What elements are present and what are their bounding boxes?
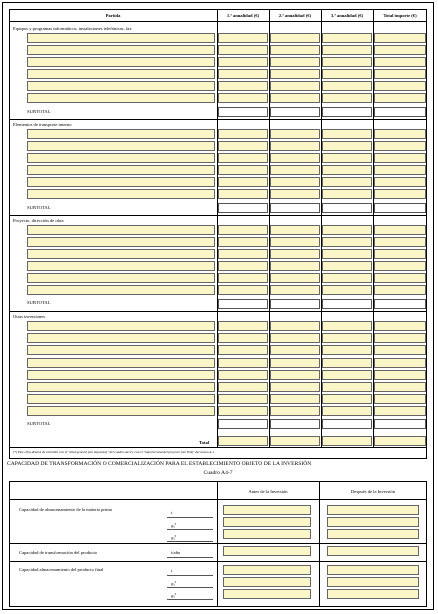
subtotal-field[interactable] bbox=[270, 203, 320, 213]
subtotal-field[interactable] bbox=[270, 419, 320, 429]
amount-field[interactable] bbox=[322, 406, 372, 416]
amount-field[interactable] bbox=[374, 406, 426, 416]
section-title: Otras inversiones bbox=[13, 314, 46, 319]
amount-field[interactable] bbox=[270, 57, 320, 67]
item-description-field[interactable] bbox=[27, 93, 215, 103]
item-description-field[interactable] bbox=[27, 321, 215, 331]
item-description-field[interactable] bbox=[27, 237, 215, 247]
item-description-field[interactable] bbox=[27, 333, 215, 343]
subtotal-field[interactable] bbox=[322, 299, 372, 309]
subtotal-field[interactable] bbox=[270, 299, 320, 309]
amount-field[interactable] bbox=[322, 177, 372, 187]
unit-label: $m^3$ bbox=[171, 592, 177, 599]
capacity-after-field[interactable] bbox=[327, 505, 419, 515]
unit-label: t bbox=[171, 568, 173, 573]
amount-field[interactable] bbox=[374, 333, 426, 343]
amount-field[interactable] bbox=[374, 225, 426, 235]
form-page bbox=[2, 2, 434, 610]
total-field[interactable] bbox=[270, 436, 320, 446]
col-header-year3: 3.ª anualidad (€) bbox=[330, 13, 364, 18]
amount-field[interactable] bbox=[270, 165, 320, 175]
amount-field[interactable] bbox=[374, 189, 426, 199]
amount-field[interactable] bbox=[322, 249, 372, 259]
unit-label: $m^3$ bbox=[171, 522, 177, 529]
amount-field[interactable] bbox=[270, 273, 320, 283]
item-description-field[interactable] bbox=[27, 394, 215, 404]
amount-field[interactable] bbox=[374, 141, 426, 151]
item-description-field[interactable] bbox=[27, 129, 215, 139]
subtotal-field[interactable] bbox=[374, 203, 426, 213]
item-description-field[interactable] bbox=[27, 273, 215, 283]
subtotal-label: SUBTOTAL bbox=[27, 109, 51, 114]
amount-field[interactable] bbox=[218, 45, 268, 55]
amount-field[interactable] bbox=[322, 165, 372, 175]
item-description-field[interactable] bbox=[27, 165, 215, 175]
subtotal-field[interactable] bbox=[218, 203, 268, 213]
subtotal-field[interactable] bbox=[374, 299, 426, 309]
amount-field[interactable] bbox=[374, 153, 426, 163]
amount-field[interactable] bbox=[322, 93, 372, 103]
col-header-year1: 1.ª anualidad (€) bbox=[226, 13, 260, 18]
amount-field[interactable] bbox=[322, 333, 372, 343]
amount-field[interactable] bbox=[374, 249, 426, 259]
subtotal-field[interactable] bbox=[218, 299, 268, 309]
capacity-table bbox=[9, 481, 427, 607]
amount-field[interactable] bbox=[374, 394, 426, 404]
subtotal-label: SUBTOTAL bbox=[27, 421, 51, 426]
subtotal-field[interactable] bbox=[374, 419, 426, 429]
amount-field[interactable] bbox=[270, 177, 320, 187]
subtotal-label: SUBTOTAL bbox=[27, 300, 51, 305]
item-description-field[interactable] bbox=[27, 370, 215, 380]
footnote: (*) Este cifra deberá de coincidir con el "total general (sin impuesto)" del cuadro A4-9 y con el "importe total del proyecto (sin IVA)" del anexo A-1 bbox=[13, 450, 215, 454]
amount-field[interactable] bbox=[270, 249, 320, 259]
amount-field[interactable] bbox=[322, 81, 372, 91]
amount-field[interactable] bbox=[322, 57, 372, 67]
amount-field[interactable] bbox=[322, 45, 372, 55]
capacity-after-field[interactable] bbox=[327, 589, 419, 599]
row-label: Capacidad de transformación del producto bbox=[19, 550, 98, 555]
capacity-before-field[interactable] bbox=[223, 505, 311, 515]
amount-field[interactable] bbox=[218, 273, 268, 283]
amount-field[interactable] bbox=[322, 237, 372, 247]
amount-field[interactable] bbox=[218, 406, 268, 416]
capacity-after-field[interactable] bbox=[327, 517, 419, 527]
amount-field[interactable] bbox=[218, 189, 268, 199]
col-header-year2: 2.ª anualidad (€) bbox=[278, 13, 312, 18]
total-label: Total bbox=[199, 440, 210, 445]
total-field[interactable] bbox=[322, 436, 372, 446]
amount-field[interactable] bbox=[270, 129, 320, 139]
amount-field[interactable] bbox=[218, 370, 268, 380]
row-label: Capacidad de almacenamiento de la materia prima bbox=[19, 507, 112, 512]
amount-field[interactable] bbox=[218, 57, 268, 67]
amount-field[interactable] bbox=[218, 261, 268, 271]
amount-field[interactable] bbox=[270, 141, 320, 151]
subtotal-field[interactable] bbox=[322, 419, 372, 429]
amount-field[interactable] bbox=[374, 129, 426, 139]
amount-field[interactable] bbox=[270, 225, 320, 235]
amount-field[interactable] bbox=[322, 33, 372, 43]
amount-field[interactable] bbox=[374, 57, 426, 67]
amount-field[interactable] bbox=[218, 321, 268, 331]
total-field[interactable] bbox=[374, 436, 426, 446]
amount-field[interactable] bbox=[374, 358, 426, 368]
col-header-total: Total importe (€) bbox=[383, 13, 417, 18]
subtotal-field[interactable] bbox=[218, 107, 268, 117]
capacity-after-field[interactable] bbox=[327, 529, 419, 539]
amount-field[interactable] bbox=[322, 261, 372, 271]
item-description-field[interactable] bbox=[27, 249, 215, 259]
col-header-before: Antes de la Inversión bbox=[248, 489, 288, 494]
item-description-field[interactable] bbox=[27, 406, 215, 416]
item-description-field[interactable] bbox=[27, 57, 215, 67]
amount-field[interactable] bbox=[218, 225, 268, 235]
amount-field[interactable] bbox=[374, 285, 426, 295]
amount-field[interactable] bbox=[322, 358, 372, 368]
amount-field[interactable] bbox=[322, 285, 372, 295]
amount-field[interactable] bbox=[270, 189, 320, 199]
amount-field[interactable] bbox=[218, 33, 268, 43]
amount-field[interactable] bbox=[374, 81, 426, 91]
amount-field[interactable] bbox=[270, 370, 320, 380]
amount-field[interactable] bbox=[374, 321, 426, 331]
amount-field[interactable] bbox=[270, 153, 320, 163]
section-title: Equipos y programas informáticos, instalaciones telefónicas, fax bbox=[13, 26, 132, 31]
amount-field[interactable] bbox=[374, 382, 426, 392]
amount-field[interactable] bbox=[218, 153, 268, 163]
capacity-before-field[interactable] bbox=[223, 565, 311, 575]
subtotal-field[interactable] bbox=[374, 107, 426, 117]
amount-field[interactable] bbox=[218, 93, 268, 103]
section-title: Elementos de transporte interno bbox=[13, 122, 72, 127]
amount-field[interactable] bbox=[218, 345, 268, 355]
section-title: Proyecto, dirección de obra bbox=[13, 218, 64, 223]
amount-field[interactable] bbox=[218, 285, 268, 295]
item-description-field[interactable] bbox=[27, 33, 215, 43]
total-field[interactable] bbox=[218, 436, 268, 446]
amount-field[interactable] bbox=[322, 273, 372, 283]
amount-field[interactable] bbox=[218, 237, 268, 247]
col-header-partida: Partida bbox=[105, 13, 121, 18]
amount-field[interactable] bbox=[218, 129, 268, 139]
amount-field[interactable] bbox=[270, 81, 320, 91]
item-description-field[interactable] bbox=[27, 141, 215, 151]
amount-field[interactable] bbox=[218, 141, 268, 151]
subtotal-field[interactable] bbox=[322, 107, 372, 117]
amount-field[interactable] bbox=[374, 165, 426, 175]
amount-field[interactable] bbox=[374, 177, 426, 187]
item-description-field[interactable] bbox=[27, 345, 215, 355]
amount-field[interactable] bbox=[270, 69, 320, 79]
item-description-field[interactable] bbox=[27, 81, 215, 91]
amount-field[interactable] bbox=[218, 69, 268, 79]
amount-field[interactable] bbox=[270, 382, 320, 392]
item-description-field[interactable] bbox=[27, 382, 215, 392]
unit-label: $m^3$ bbox=[171, 580, 177, 587]
item-description-field[interactable] bbox=[27, 177, 215, 187]
amount-field[interactable] bbox=[270, 345, 320, 355]
amount-field[interactable] bbox=[322, 345, 372, 355]
unit-label: t bbox=[171, 510, 173, 515]
investment-table bbox=[9, 9, 427, 459]
unit-label: $m^3$ bbox=[171, 534, 177, 541]
capacity-before-field[interactable] bbox=[223, 589, 311, 599]
capacity-before-field[interactable] bbox=[223, 529, 311, 539]
unit-label: t/año bbox=[171, 550, 181, 555]
amount-field[interactable] bbox=[270, 93, 320, 103]
amount-field[interactable] bbox=[322, 382, 372, 392]
capacity-before-field[interactable] bbox=[223, 577, 311, 587]
capacity-after-field[interactable] bbox=[327, 546, 419, 556]
amount-field[interactable] bbox=[270, 321, 320, 331]
amount-field[interactable] bbox=[270, 33, 320, 43]
amount-field[interactable] bbox=[374, 69, 426, 79]
amount-field[interactable] bbox=[270, 285, 320, 295]
amount-field[interactable] bbox=[374, 370, 426, 380]
item-description-field[interactable] bbox=[27, 285, 215, 295]
amount-field[interactable] bbox=[322, 394, 372, 404]
amount-field[interactable] bbox=[322, 189, 372, 199]
capacity-subtitle: Cuadro A4-7 bbox=[203, 470, 233, 476]
amount-field[interactable] bbox=[218, 358, 268, 368]
col-header-after: Después de la Inversión bbox=[350, 489, 395, 494]
amount-field[interactable] bbox=[218, 165, 268, 175]
subtotal-label: SUBTOTAL bbox=[27, 205, 51, 210]
amount-field[interactable] bbox=[374, 237, 426, 247]
amount-field[interactable] bbox=[270, 358, 320, 368]
amount-field[interactable] bbox=[322, 370, 372, 380]
amount-field[interactable] bbox=[218, 177, 268, 187]
capacity-after-field[interactable] bbox=[327, 565, 419, 575]
capacity-before-field[interactable] bbox=[223, 546, 311, 556]
amount-field[interactable] bbox=[218, 382, 268, 392]
amount-field[interactable] bbox=[218, 333, 268, 343]
subtotal-field[interactable] bbox=[218, 419, 268, 429]
item-description-field[interactable] bbox=[27, 261, 215, 271]
amount-field[interactable] bbox=[374, 33, 426, 43]
amount-field[interactable] bbox=[218, 81, 268, 91]
amount-field[interactable] bbox=[270, 406, 320, 416]
capacity-title: CAPACIDAD DE TRANSFORMACIÓN O COMERCIALIZACIÓN PARA EL ESTABLECIMIENTO OBJETO DE LA INVERSIÓN bbox=[7, 461, 312, 467]
amount-field[interactable] bbox=[270, 237, 320, 247]
amount-field[interactable] bbox=[374, 345, 426, 355]
capacity-after-field[interactable] bbox=[327, 577, 419, 587]
row-label: Capacidad almacenamiento del producto final bbox=[19, 567, 104, 572]
item-description-field[interactable] bbox=[27, 225, 215, 235]
amount-field[interactable] bbox=[322, 141, 372, 151]
subtotal-field[interactable] bbox=[270, 107, 320, 117]
item-description-field[interactable] bbox=[27, 45, 215, 55]
amount-field[interactable] bbox=[374, 45, 426, 55]
amount-field[interactable] bbox=[322, 225, 372, 235]
amount-field[interactable] bbox=[270, 261, 320, 271]
subtotal-field[interactable] bbox=[322, 203, 372, 213]
amount-field[interactable] bbox=[270, 333, 320, 343]
amount-field[interactable] bbox=[218, 394, 268, 404]
amount-field[interactable] bbox=[218, 249, 268, 259]
amount-field[interactable] bbox=[322, 69, 372, 79]
amount-field[interactable] bbox=[322, 129, 372, 139]
capacity-before-field[interactable] bbox=[223, 517, 311, 527]
item-description-field[interactable] bbox=[27, 153, 215, 163]
amount-field[interactable] bbox=[322, 321, 372, 331]
amount-field[interactable] bbox=[270, 394, 320, 404]
amount-field[interactable] bbox=[322, 153, 372, 163]
amount-field[interactable] bbox=[374, 273, 426, 283]
amount-field[interactable] bbox=[270, 45, 320, 55]
item-description-field[interactable] bbox=[27, 69, 215, 79]
item-description-field[interactable] bbox=[27, 358, 215, 368]
item-description-field[interactable] bbox=[27, 189, 215, 199]
amount-field[interactable] bbox=[374, 93, 426, 103]
amount-field[interactable] bbox=[374, 261, 426, 271]
